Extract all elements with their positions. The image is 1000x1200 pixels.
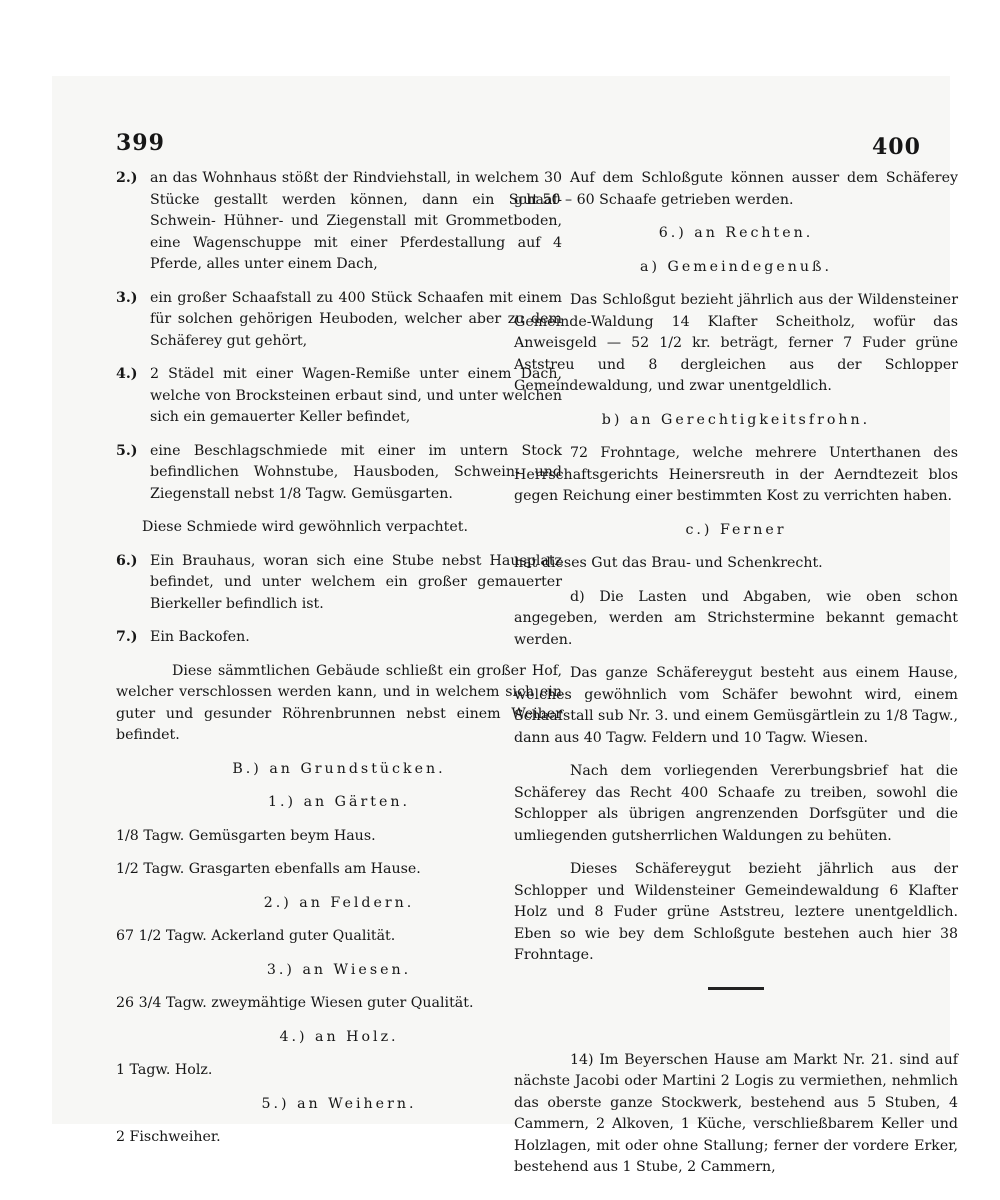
meadows-heading: 3.) an Wiesen. [266, 961, 412, 978]
wood-paragraph: Dieses Schäfereygut bezieht jährlich aus der Schlopper und Wildensteiner Gemeindewaldung 6 Klafter Holz und 8 Fuder grüne Aststreu, leztere unentgeldlich. Eben so wie bey dem Schloßgute bestehen auch hier 38 Frohntage. [514, 861, 958, 963]
notice-paragraph: 14) Im Beyerschen Hause am Markt Nr. 21. sind auf nächste Jacobi oder Martini 2 Logis zu vermiethen, nehmlich das oberste ganze Stockwerk, bestehend aus 5 Stuben, 4 Cammern, 2 Alkoven, 1 Küche, verschließbarem Keller und Holzlagen, mit oder ohne Stallung; ferner der vordere Erker, bestehend aus 1 Stube, 2 Cammern, [514, 1051, 958, 1175]
wood-heading: 4.) an Holz. [279, 1028, 399, 1045]
item-text: Ein Backofen. [150, 629, 250, 645]
item-text: Ein Brauhaus, woran sich eine Stube nebst Hausplatz befindet, und unter welchem ein großer gemauerter Bierkeller befindlich ist. [150, 552, 562, 612]
corvee-heading: b) an Gerechtigkeitsfrohn. [601, 411, 871, 428]
item-text: an das Wohnhaus stößt der Rindviehstall, in welchem 30 Stücke gestallt werden können, dann ein Schaaf- Schwein- Hühner- und Ziegenstall mit Grommetboden, eine Wagenschuppe mit einer Pferdestallung auf 4 Pferde, alles unter einem Dach, [150, 170, 562, 272]
grounds-heading: B.) an Grundstücken. [232, 760, 446, 777]
item-text: eine Beschlagschmiede mit einer im untern Stock befindlichen Wohnstube, Hausboden, Schwein- und Ziegenstall nebst 1/8 Tagw. Gemüsgarten. [150, 442, 562, 502]
garden-line: 1/8 Tagw. Gemüsgarten beym Haus. [116, 827, 376, 844]
item-text: 2 Städel mit einer Wagen-Remiße unter einem Dach, welche von Brocksteinen erbaut sind, und unter welchen sich ein gemauerter Keller befindet, [150, 366, 562, 425]
list-item [116, 288, 562, 353]
fields-line: 67 1/2 Tagw. Ackerland guter Qualität. [116, 928, 396, 944]
heritage-paragraph: Nach dem vorliegenden Vererbungsbrief hat die Schäferey das Recht 400 Schaafe zu treiben, sowohl die Schlopper als übrigen angrenzenden Dorfsgüter und die umliegenden gutsherrlichen Waldungen zu behüten. [514, 763, 958, 844]
list-item [116, 364, 562, 429]
book-spread [52, 76, 958, 1175]
right-column [514, 168, 958, 1179]
commons-heading: a) Gemeindegenuß. [640, 258, 832, 275]
section-divider [708, 987, 764, 990]
wood-line: 1 Tagw. Holz. [116, 1062, 213, 1078]
item-number: 5.) [116, 442, 138, 459]
intro-paragraph: Auf dem Schloßgute können ausser dem Schäferey gut 50 – 60 Schaafe getrieben werden. [514, 170, 958, 208]
corvee-paragraph: 72 Frohntage, welche mehrere Unterthanen des Herrschaftsgerichts Heinersreuth in der Aerndtezeit blos gegen Reichung einer bestimmten Kost zu verrichten haben. [514, 445, 958, 504]
list-item [116, 168, 562, 276]
item-number: 3.) [116, 289, 138, 306]
further-paragraph: hat dieses Gut das Brau- und Schenkrecht. [514, 555, 823, 571]
burdens-paragraph: d) Die Lasten und Abgaben, wie oben schon angegeben, werden am Strichstermine bekannt gemacht werden. [514, 588, 958, 648]
buildings-paragraph: Diese sämmtlichen Gebäude schließt ein großer Hof, welcher verschlossen werden kann, und in welchem sich ein guter und gesunder Röhrenbrunnen nebst einem Weiher befindet. [116, 662, 562, 743]
ponds-line: 2 Fischweiher. [116, 1129, 221, 1145]
list-item [116, 551, 562, 616]
left-column [116, 168, 562, 1149]
left-page-number: 399 [116, 130, 165, 156]
right-page-number: 400 [872, 134, 921, 160]
rights-heading: 6.) an Rechten. [658, 225, 814, 241]
sheep-paragraph: Das ganze Schäfereygut besteht aus einem Hause, welches gewöhnlich vom Schäfer bewohnt wird, einem Schaafstall sub Nr. 3. und einem Gemüsgärtlein zu 1/8 Tagw., dann aus 40 Tagw. Feldern und 10 Tagw. Wiesen. [514, 665, 958, 746]
gardens-heading: 1.) an Gärten. [267, 794, 410, 810]
further-heading: c.) Ferner [685, 521, 787, 538]
list-item [116, 441, 562, 506]
fields-heading: 2.) an Feldern. [263, 894, 415, 911]
list-item [116, 627, 562, 649]
ponds-heading: 5.) an Weihern. [261, 1095, 417, 1112]
item-number: 7.) [116, 629, 138, 645]
item-text: ein großer Schaafstall zu 400 Stück Schaafen mit einem für solchen gehörigen Heuboden, welcher aber zu dem Schäferey gut gehört, [150, 289, 562, 349]
smithy-note: Diese Schmiede wird gewöhnlich verpachtet. [142, 519, 468, 535]
garden-line: 1/2 Tagw. Grasgarten ebenfalls am Hause. [116, 861, 421, 877]
item-number: 2.) [116, 170, 138, 186]
item-number: 6.) [116, 552, 138, 569]
commons-paragraph: Das Schloßgut bezieht jährlich aus der Wildensteiner Gemeinde-Waldung 14 Klafter Scheitholz, wofür das Anweisgeld — 52 1/2 kr. beträgt, ferner 7 Fuder grüne Aststreu und 8 dergleichen aus der Schlopper Gemeindewaldung, und zwar unentgeldlich. [514, 292, 958, 394]
item-number: 4.) [116, 366, 138, 382]
meadows-line: 26 3/4 Tagw. zweymähtige Wiesen guter Qualität. [116, 995, 474, 1011]
